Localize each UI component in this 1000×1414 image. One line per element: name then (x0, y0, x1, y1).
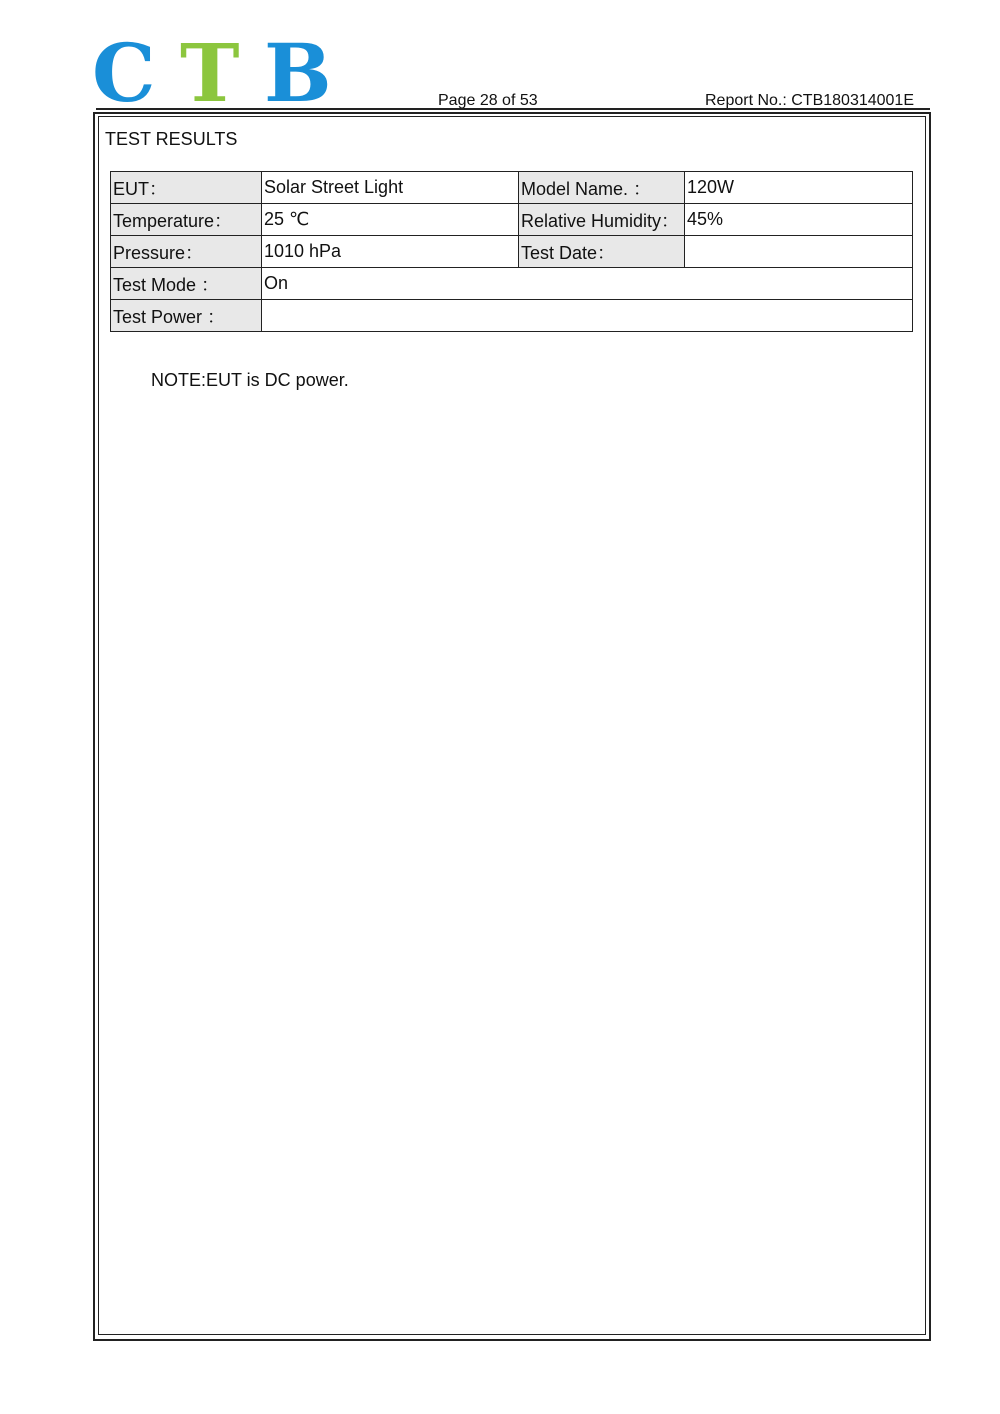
header-rule (96, 108, 930, 110)
table-row (111, 268, 913, 300)
page-number: Page 28 of 53 (438, 92, 538, 109)
pressure-label: Pressure： (111, 236, 262, 268)
temperature-value: 25 ℃ (262, 204, 519, 236)
logo-letter-b: B (264, 26, 332, 120)
table-row (111, 204, 913, 236)
test-info-table (110, 171, 913, 332)
humidity-label: Relative Humidity： (519, 204, 685, 236)
logo-letter-c: C (92, 26, 156, 120)
model-name-label: Model Name. ： (519, 172, 685, 204)
pressure-value: 1010 hPa (262, 236, 519, 268)
humidity-value: 45% (685, 204, 913, 236)
section-title: TEST RESULTS (105, 129, 238, 149)
eut-label: EUT： (111, 172, 262, 204)
eut-value: Solar Street Light (262, 172, 519, 204)
test-power-label: Test Power ： (111, 300, 262, 332)
table-row (111, 300, 913, 332)
note-text: NOTE:EUT is DC power. (151, 370, 349, 390)
test-mode-value: On (262, 268, 913, 300)
test-date-value (685, 236, 913, 268)
ctb-logo (92, 26, 342, 120)
test-power-value (262, 300, 913, 332)
temperature-label: Temperature： (111, 204, 262, 236)
test-mode-label: Test Mode ： (111, 268, 262, 300)
logo-letter-t: T (180, 26, 240, 120)
test-date-label: Test Date： (519, 236, 685, 268)
report-number: Report No.: CTB180314001E (704, 92, 914, 109)
table-row (111, 236, 913, 268)
table-row (111, 172, 913, 204)
model-name-value: 120W (685, 172, 913, 204)
